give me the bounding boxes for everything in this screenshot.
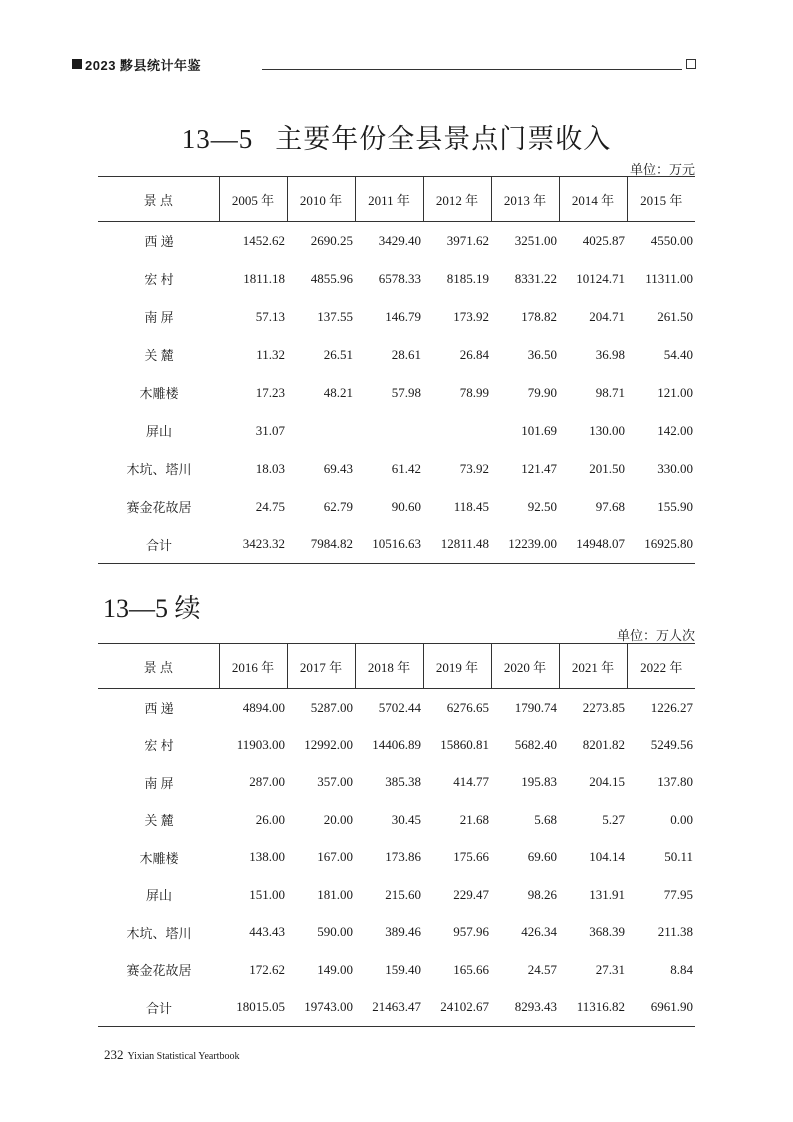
- table-cell: 385.38: [385, 774, 421, 790]
- table2-header-7: 2022 年: [627, 644, 695, 689]
- table1-header-row: [98, 177, 695, 222]
- table-cell: [287, 412, 355, 450]
- table2-header-row: [98, 644, 695, 689]
- table-cell: 173.86: [385, 849, 421, 865]
- table-cell: 138.00: [249, 849, 285, 865]
- table-cell: 5249.56: [650, 736, 693, 752]
- row-label: 木雕楼: [139, 386, 179, 401]
- row-label: 屏山: [145, 424, 172, 439]
- table-cell: 330.00: [657, 460, 693, 476]
- table2-header-1: 2016 年: [219, 644, 287, 689]
- table2-header-2: 2017 年: [287, 644, 355, 689]
- table-cell: 10124.71: [576, 270, 625, 286]
- table-cell: 8293.43: [491, 989, 559, 1027]
- table-cell: 172.62: [249, 961, 285, 977]
- row-label: 屏山: [145, 888, 172, 904]
- table-cell: 261.50: [657, 308, 693, 324]
- table-cell: 11316.82: [559, 989, 627, 1027]
- table1: [98, 176, 695, 564]
- table-cell: 173.92: [453, 308, 489, 324]
- table-cell: 211.38: [657, 924, 693, 940]
- page-footer: [104, 1046, 239, 1064]
- table-cell: 24102.67: [423, 989, 491, 1027]
- table-row: [98, 488, 695, 526]
- table-cell: 204.71: [589, 308, 625, 324]
- table-cell: 21.68: [459, 811, 489, 827]
- table-cell: [355, 412, 423, 450]
- book-title: Yixian Statistical Yeartbook: [127, 1051, 240, 1062]
- table-cell: 27.31: [595, 961, 625, 977]
- table-cell: 1226.27: [650, 699, 693, 715]
- table-cell: 61.42: [391, 460, 421, 476]
- table-cell: 21463.47: [355, 989, 423, 1027]
- row-label: 南 屏: [144, 775, 174, 791]
- table1-header-3: 2011 年: [355, 177, 423, 222]
- page-number: 232: [104, 1047, 124, 1062]
- table2: [98, 643, 695, 1027]
- table-cell: 4025.87: [582, 232, 625, 248]
- table-cell: 121.00: [657, 384, 693, 400]
- table-row: [98, 336, 695, 374]
- table-cell: 1452.62: [242, 232, 285, 248]
- table-cell: 1811.18: [243, 270, 285, 286]
- table-cell: 17.23: [255, 384, 285, 400]
- table-cell: 178.82: [521, 308, 557, 324]
- table1-header-2: 2010 年: [287, 177, 355, 222]
- table-cell: 4855.96: [310, 270, 353, 286]
- row-label: 宏 村: [144, 738, 174, 754]
- table-cell: 92.50: [527, 498, 557, 514]
- table-cell: 1790.74: [514, 699, 557, 715]
- table-cell: 195.83: [521, 774, 557, 790]
- table-cell: 36.50: [527, 346, 557, 362]
- table-cell: 8185.19: [446, 270, 489, 286]
- table-cell: 14948.07: [559, 526, 627, 564]
- running-head-title: 2023 黟县统计年鉴: [85, 58, 202, 73]
- row-label: 赛金花故居: [126, 963, 192, 979]
- table-row: [98, 951, 695, 989]
- table-cell: 121.47: [521, 460, 557, 476]
- table1-unit: 单位：万元: [629, 162, 695, 177]
- table-cell: 26.51: [323, 346, 353, 362]
- table-row: [98, 450, 695, 488]
- table-cell: 19743.00: [287, 989, 355, 1027]
- table-row: [98, 526, 695, 564]
- table-cell: 69.60: [527, 849, 557, 865]
- table-cell: 201.50: [589, 460, 625, 476]
- table-row: [98, 914, 695, 952]
- table-cell: 11903.00: [236, 736, 285, 752]
- table-cell: 90.60: [391, 498, 421, 514]
- table2-header-5: 2020 年: [491, 644, 559, 689]
- table-cell: 73.92: [459, 460, 489, 476]
- table1-header-0: 景 点: [98, 177, 219, 222]
- table-cell: 414.77: [453, 774, 489, 790]
- table-cell: 3971.62: [446, 232, 489, 248]
- table-cell: 54.40: [663, 346, 693, 362]
- table-row: [98, 989, 695, 1027]
- table2-header-6: 2021 年: [559, 644, 627, 689]
- table-cell: 0.00: [670, 811, 693, 827]
- table-cell: 131.91: [589, 886, 625, 902]
- table-row: [98, 689, 695, 727]
- table-cell: 142.00: [657, 422, 693, 438]
- table-cell: 18.03: [255, 460, 285, 476]
- table2-body: [98, 689, 695, 1027]
- table-cell: 79.90: [527, 384, 557, 400]
- table-cell: 151.00: [249, 886, 285, 902]
- row-label: 关 麓: [144, 813, 174, 829]
- table2-title: 13—5 续: [103, 594, 201, 623]
- table-cell: 3423.32: [219, 526, 287, 564]
- table-cell: 137.80: [657, 774, 693, 790]
- table-cell: 181.00: [317, 886, 353, 902]
- table-cell: 12811.48: [423, 526, 491, 564]
- table-cell: 14406.89: [372, 736, 421, 752]
- table-cell: 104.14: [589, 849, 625, 865]
- row-label: 西 递: [144, 701, 174, 716]
- table-cell: 426.34: [521, 924, 557, 940]
- table-cell: 5682.40: [514, 736, 557, 752]
- table2-header-0: 景 点: [98, 644, 219, 689]
- table-cell: 78.99: [459, 384, 489, 400]
- row-label: 南 屏: [144, 310, 174, 325]
- table-cell: 62.79: [323, 498, 353, 514]
- table-cell: 118.45: [453, 498, 489, 514]
- table-cell: 36.98: [595, 346, 625, 362]
- table-cell: 155.90: [657, 498, 693, 514]
- square-bullet-icon: [72, 59, 82, 69]
- table-cell: 6276.65: [446, 699, 489, 715]
- table-cell: 159.40: [385, 961, 421, 977]
- row-label: 关 麓: [144, 348, 174, 363]
- table-cell: 6578.33: [378, 270, 421, 286]
- row-label: 合计: [98, 989, 219, 1027]
- table-cell: 12239.00: [491, 526, 559, 564]
- table2-header-3: 2018 年: [355, 644, 423, 689]
- table-cell: 28.61: [391, 346, 421, 362]
- table-cell: 5702.44: [378, 699, 421, 715]
- table-cell: 50.11: [664, 849, 693, 865]
- row-label: 赛金花故居: [126, 500, 192, 515]
- table-cell: 24.75: [255, 498, 285, 514]
- table-row: [98, 412, 695, 450]
- table2-header-4: 2019 年: [423, 644, 491, 689]
- table-row: [98, 298, 695, 336]
- table-cell: 4550.00: [650, 232, 693, 248]
- table-cell: 57.98: [391, 384, 421, 400]
- table1-title-text: 主要年份全县景点门票收入: [275, 124, 612, 154]
- table-cell: 101.69: [521, 422, 557, 438]
- table-cell: 3251.00: [514, 232, 557, 248]
- table-cell: 20.00: [323, 811, 353, 827]
- table-cell: 6961.90: [627, 989, 695, 1027]
- table-cell: 98.71: [595, 384, 625, 400]
- table-cell: 97.68: [595, 498, 625, 514]
- table-row: [98, 222, 695, 260]
- table-cell: 167.00: [317, 849, 353, 865]
- running-head-rule: [262, 69, 682, 70]
- table-row: [98, 374, 695, 412]
- table-cell: 149.00: [317, 961, 353, 977]
- table-cell: 146.79: [385, 308, 421, 324]
- row-label: 宏 村: [144, 272, 174, 287]
- table-cell: 8331.22: [514, 270, 557, 286]
- table-row: [98, 726, 695, 764]
- table-cell: 590.00: [317, 924, 353, 940]
- table-cell: 389.46: [385, 924, 421, 940]
- table-cell: 8201.82: [582, 736, 625, 752]
- table-row: [98, 260, 695, 298]
- table-row: [98, 801, 695, 839]
- table-cell: 57.13: [255, 308, 285, 324]
- table-cell: 130.00: [589, 422, 625, 438]
- table-cell: 204.15: [589, 774, 625, 790]
- table-row: [98, 876, 695, 914]
- table-cell: 77.95: [663, 886, 693, 902]
- table2-unit: 单位：万人次: [616, 628, 695, 643]
- table-cell: 2690.25: [310, 232, 353, 248]
- table-cell: 957.96: [453, 924, 489, 940]
- table-cell: 7984.82: [287, 526, 355, 564]
- table-cell: 15860.81: [440, 736, 489, 752]
- table-row: [98, 764, 695, 802]
- table-cell: 5.68: [534, 811, 557, 827]
- table1-title: [0, 117, 793, 156]
- table1-body: [98, 222, 695, 564]
- row-label: 合计: [98, 526, 219, 564]
- table-cell: 98.26: [527, 886, 557, 902]
- table-cell: 175.66: [453, 849, 489, 865]
- table1-header-7: 2015 年: [627, 177, 695, 222]
- table-cell: 215.60: [385, 886, 421, 902]
- table-cell: 11.32: [256, 346, 285, 362]
- row-label: 木坑、塔川: [126, 925, 192, 941]
- row-label: 西 递: [144, 234, 174, 250]
- box-icon: [686, 59, 696, 69]
- table-cell: 165.66: [453, 961, 489, 977]
- table-cell: 368.39: [589, 924, 625, 940]
- table-cell: 4894.00: [242, 699, 285, 715]
- table-cell: 287.00: [249, 774, 285, 790]
- row-label: 木雕楼: [139, 850, 179, 866]
- table-row: [98, 839, 695, 877]
- table-cell: 26.00: [255, 811, 285, 827]
- table-cell: 229.47: [453, 886, 489, 902]
- table-cell: 24.57: [527, 961, 557, 977]
- table-cell: 16925.80: [627, 526, 695, 564]
- table-cell: 69.43: [323, 460, 353, 476]
- running-head: [72, 55, 696, 73]
- table-cell: 11311.00: [645, 270, 693, 286]
- table-cell: 137.55: [317, 308, 353, 324]
- table-cell: 3429.40: [378, 232, 421, 248]
- table1-header-1: 2005 年: [219, 177, 287, 222]
- table-cell: 18015.05: [219, 989, 287, 1027]
- row-label: 木坑、塔川: [126, 462, 192, 477]
- table-cell: 26.84: [459, 346, 489, 362]
- table-cell: 31.07: [255, 422, 285, 438]
- table1-header-6: 2014 年: [559, 177, 627, 222]
- table-cell: 357.00: [317, 774, 353, 790]
- table-cell: 5.27: [602, 811, 625, 827]
- table-cell: [423, 412, 491, 450]
- table-cell: 8.84: [670, 961, 693, 977]
- table-cell: 48.21: [323, 384, 353, 400]
- table1-header-4: 2012 年: [423, 177, 491, 222]
- table1-header-5: 2013 年: [491, 177, 559, 222]
- table-cell: 5287.00: [310, 699, 353, 715]
- table-cell: 10516.63: [355, 526, 423, 564]
- table1-number: 13—5: [181, 124, 254, 154]
- table-cell: 2273.85: [582, 699, 625, 715]
- table-cell: 12992.00: [304, 736, 353, 752]
- table-cell: 30.45: [391, 811, 421, 827]
- table-cell: 443.43: [249, 924, 285, 940]
